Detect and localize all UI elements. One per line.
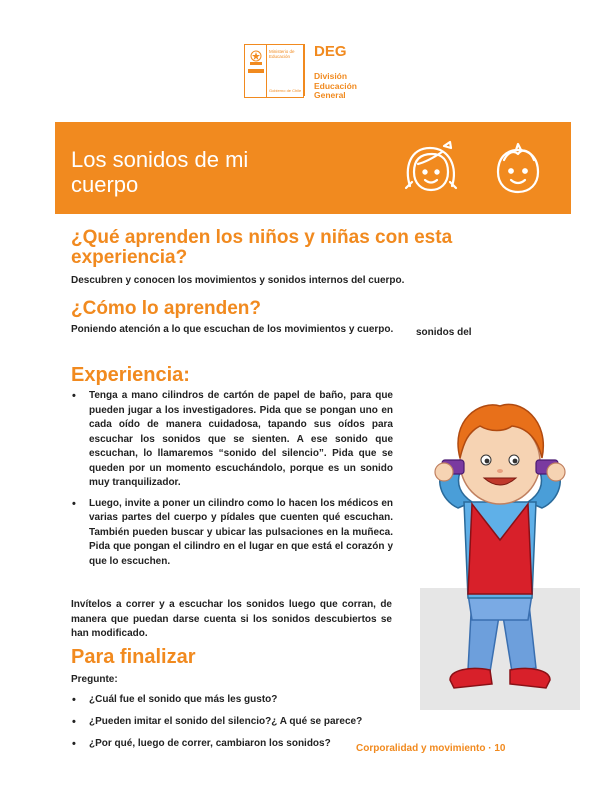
section-heading-learning: ¿Qué aprenden los niños y niñas con esta experiencia? [71, 227, 453, 268]
experience-paragraph: Invítelos a correr y a escuchar los sonidos luego que corran, de manera que puedan darse cuenta si los sonidos descubiertos se han modificado. [71, 599, 392, 639]
questions-intro: Pregunte: [71, 674, 118, 685]
banner-icons [400, 138, 560, 198]
section-text-learning: Descubren y conocen los movimientos y sonidos internos del cuerpo. [71, 275, 405, 286]
deg-title: DEG [314, 43, 347, 60]
section-heading-finish: Para finalizar [71, 646, 196, 668]
chile-crest-icon [248, 49, 264, 67]
experience-list [71, 389, 393, 575]
list-item: • Tenga a mano cilindros de cartón de papel de baño, para que pueden jugar a los investigadores. Pida que se pongan uno en cada oído de manera cuidadosa, tapando sus oídos para escuchar los sonidos que se sienten. A ese sonido que escuchan, lo llamaremos “sonido del silencio”. Pida que se queden por un momento escuchándolo, porque es un sonido muy tranquilizador. [71, 389, 393, 491]
section-text-how: Poniendo atención a lo que escuchan de los movimientos y cuerpo. [71, 324, 394, 335]
section-heading-experience: Experiencia: [71, 364, 190, 386]
ministry-name: Ministerio de Educación [269, 49, 295, 59]
deg-line-3: General [314, 90, 346, 100]
list-item: • ¿Pueden imitar el sonido del silencio?¿ A qué se parece? [71, 715, 431, 729]
deg-line-2: Educación [314, 80, 357, 91]
list-item: • Luego, invite a poner un cilindro como lo hacen los médicos en varias partes del cuerpo y pídales que cuenten qué escuchan. También pueden buscar y ubicar las pulsaciones en la muñeca. Pida que pongan el cilindro en el lugar en que está el corazón y que lo escuchen. [71, 497, 393, 570]
ministry-logo [244, 44, 304, 98]
boy-face-icon [498, 144, 538, 192]
list-item: • ¿Cuál fue el sonido que más les gusto? [71, 693, 431, 707]
page-title: Los sonidos de mi cuerpo [71, 147, 249, 197]
title-banner [55, 122, 571, 214]
girl-face-icon [406, 142, 456, 190]
gobierno-name: Gobierno de Chile [269, 88, 302, 93]
section-heading-how: ¿Cómo lo aprenden? [71, 298, 261, 319]
list-item: • ¿Por qué, luego de correr, cambiaron los sonidos? [71, 737, 431, 751]
deg-logo [304, 43, 357, 100]
logo-divider [266, 45, 267, 97]
section-text-how-fragment: sonidos del [416, 327, 472, 338]
page-footer: Corporalidad y movimiento · 10 [356, 743, 506, 754]
deg-line-1: División [314, 71, 348, 81]
crest-bar [248, 69, 264, 73]
boy-listening-with-tubes-illustration [420, 380, 580, 710]
